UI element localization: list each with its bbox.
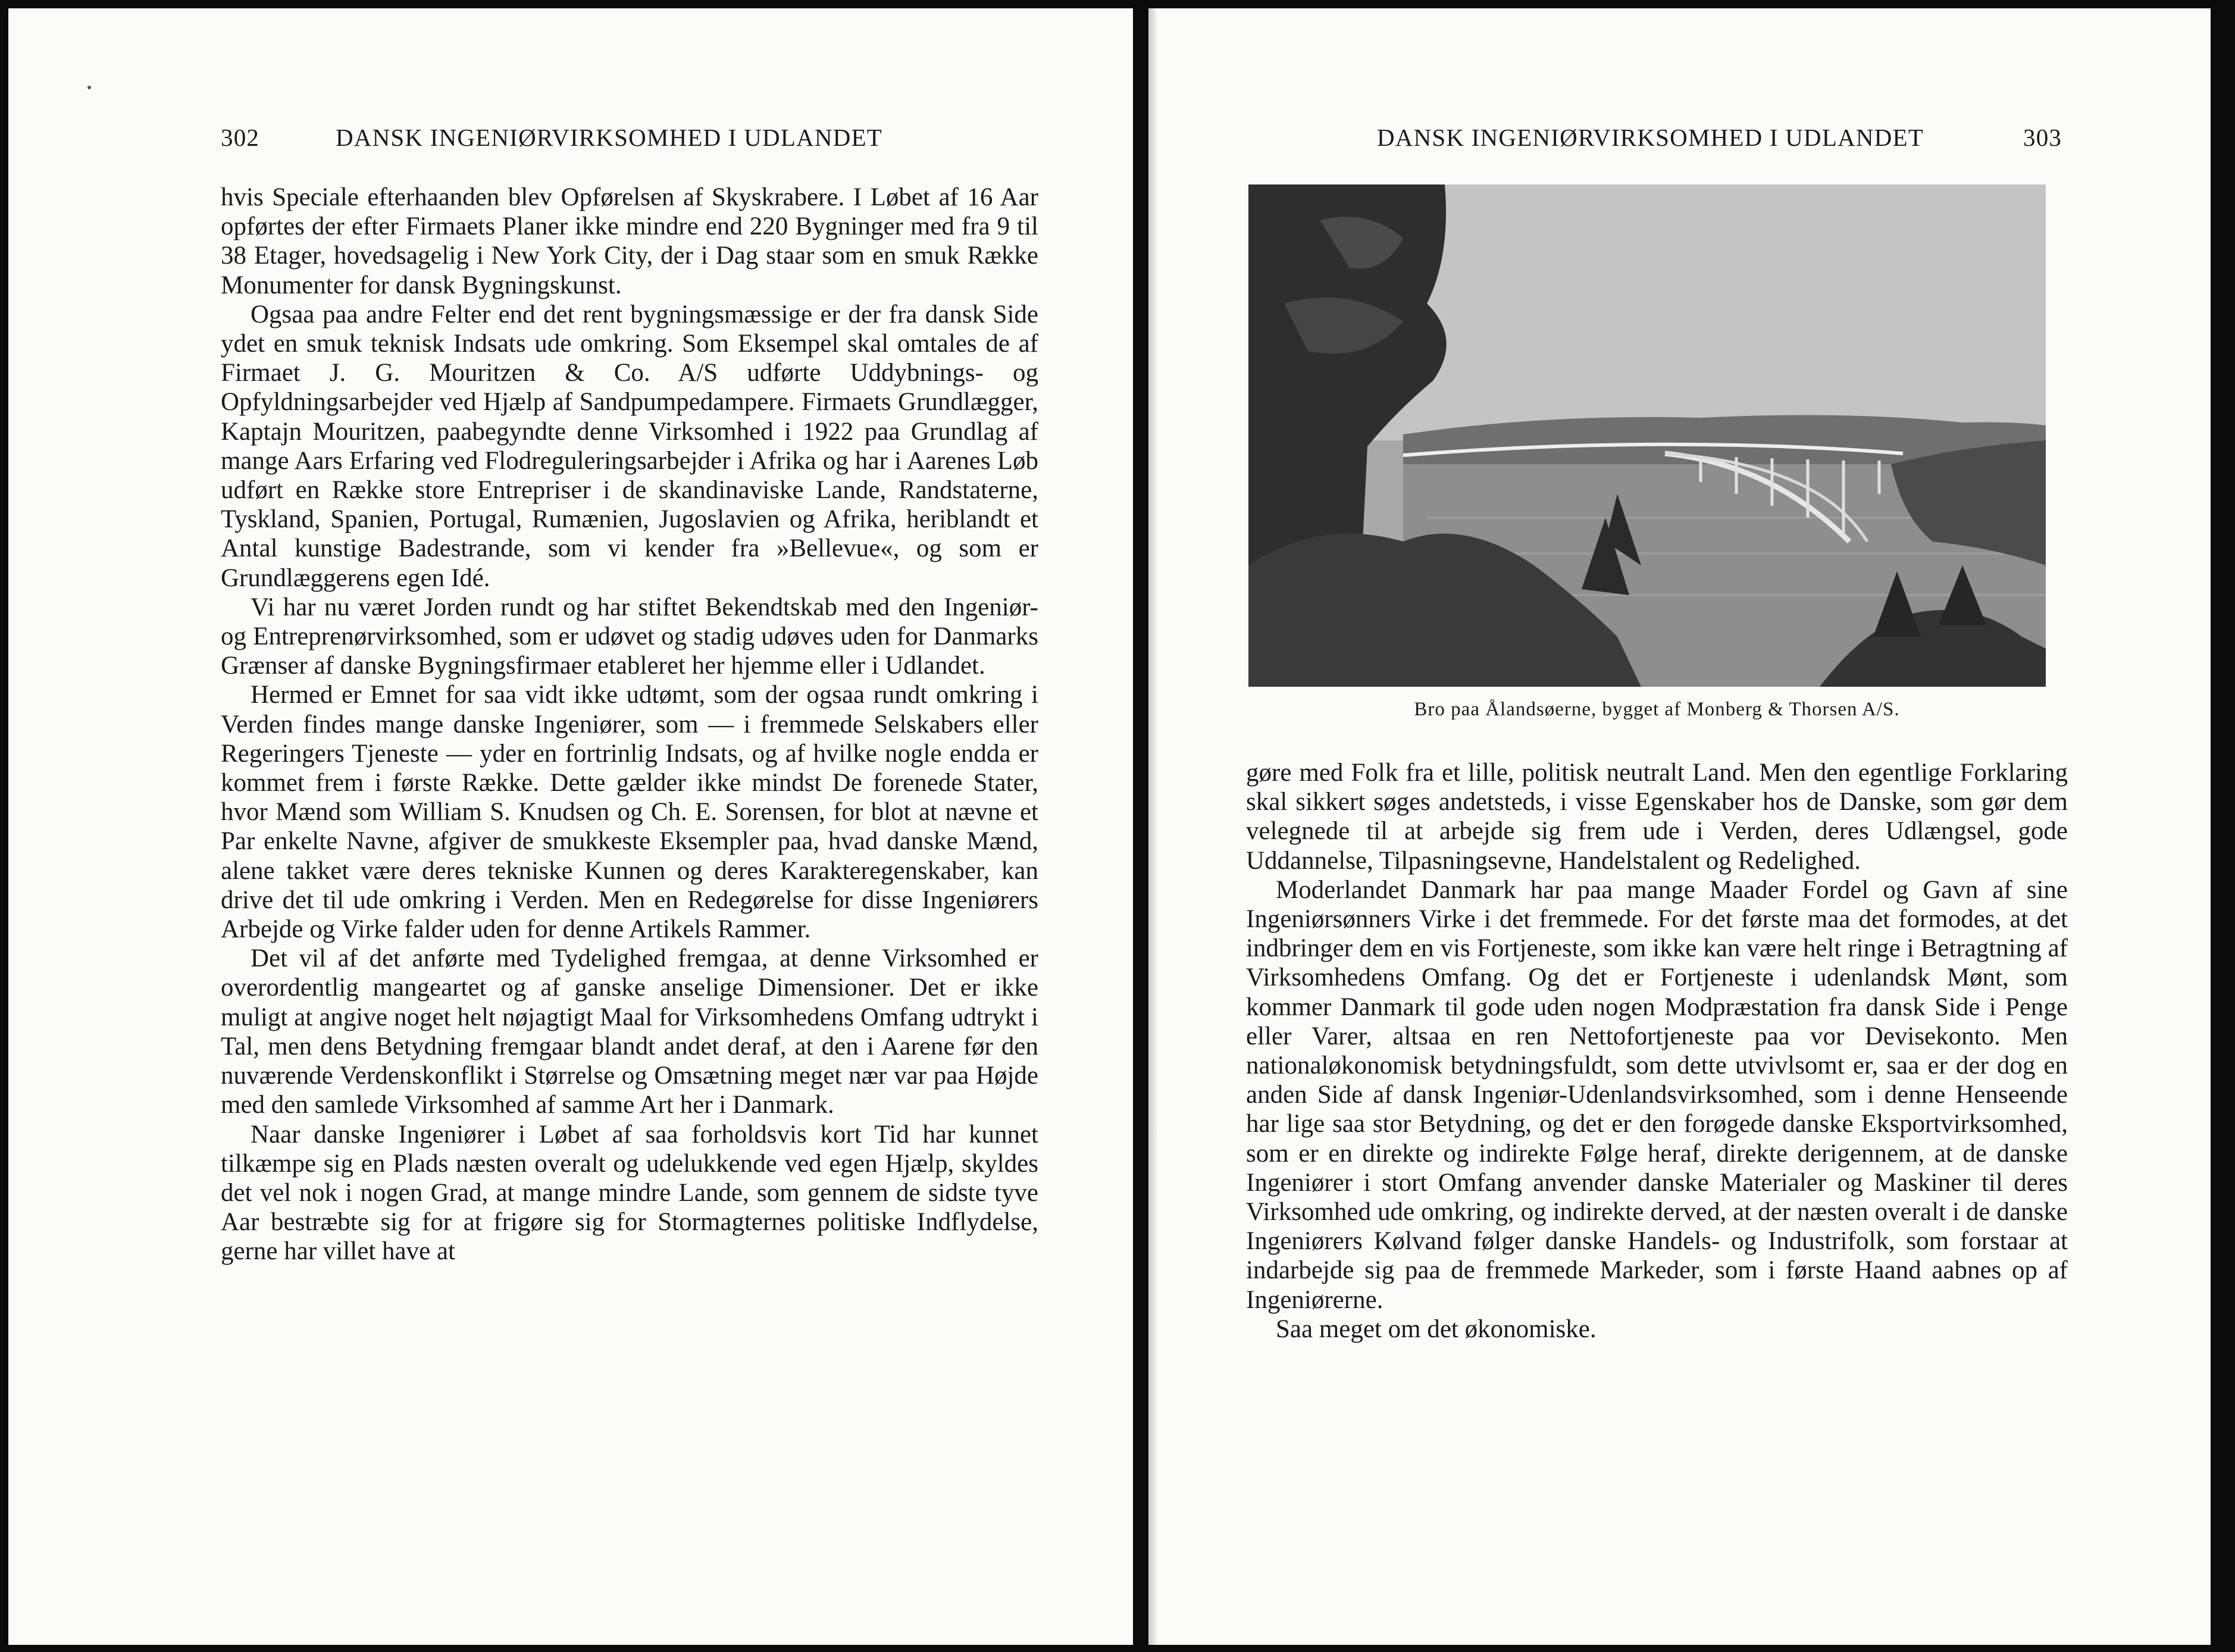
left-running-head: DANSK INGENIØRVIRKSOMHED I UDLANDET [336, 124, 883, 151]
bridge-photograph [1248, 184, 2046, 687]
right-running-head: DANSK INGENIØRVIRKSOMHED I UDLANDET [1377, 124, 1924, 151]
gutter-shadow [1148, 8, 1158, 1645]
paragraph: Moderlandet Danmark har paa mange Maader Fordel og Gavn af sine Ingeniørsønners Virke i det fremmede. For det første maa det formodes, at det indbringer dem en vis Fortjeneste, som ikke kan være helt ringe i Betragtning af Virksomhedens Omfang. Og det er Fortjeneste i udenlandsk Mønt, som kommer Danmark til gode uden nogen Modpræstation fra dansk Side i Penge eller Varer, altsaa en ren Nettofortjeneste paa vor Devisekonto. Men nationaløkonomisk betydningsfuldt, som dette utvivlsomt er, saa er der dog en anden Side af dansk Ingeniør-Udenlandsvirksomhed, som i denne Henseende har lige saa stor Betydning, og det er den forøgede danske Eksportvirksomhed, som er en direkte og indirekte Følge heraf, direkte derigennem, at de danske Ingeniører i stort Omfang anvender danske Materialer og Maskiner til deres Virksomhed ude omkring, og indirekte derved, at der næsten overalt i de danske Ingeniørers Kølvand følger danske Handels- og Industrifolk, som forstaar at indarbejde sig paa de fremmede Markeder, som i første Haand aabnes op af Ingeniørerne. [1246, 875, 2068, 1314]
paragraph: Det vil af det anførte med Tydelighed fremgaa, at denne Virksomhed er overordentlig mangeartet og af ganske anselige Dimensioner. Det er ikke muligt at angive noget helt nøjagtigt Maal for Virksomhedens Omfang udtrykt i Tal, men dens Betydning fremgaar blandt andet deraf, at den i Aarene før den nuværende Verdenskonflikt i Størrelse og Omsætning meget nær var paa Højde med den samlede Virksomhed af samme Art her i Danmark. [221, 944, 1038, 1119]
right-page [1148, 8, 2211, 1645]
left-body-text [221, 183, 1038, 1266]
paragraph: Naar danske Ingeniører i Løbet af saa forholdsvis kort Tid har kunnet tilkæmpe sig en Plads næsten overalt og udelukkende ved egen Hjælp, skyldes det vel nok i nogen Grad, at mange mindre Lande, som gennem de sidste tyve Aar bestræbte sig for at frigøre sig for Stormagternes politiske Indflydelse, gerne har villet have at [221, 1120, 1038, 1266]
paragraph: Saa meget om det økonomiske. [1276, 1315, 1597, 1343]
paragraph: Vi har nu været Jorden rundt og har stiftet Bekendtskab med den Ingeniør- og Entreprenørvirksomhed, som er udøvet og stadig udøves uden for Danmarks Grænser af danske Bygningsfirmaer etableret her hjemme eller i Udlandet. [221, 593, 1038, 680]
left-page-number: 302 [221, 124, 260, 151]
figure-caption: Bro paa Ålandsøerne, bygget af Monberg & Thorsen A/S. [1414, 699, 1900, 720]
left-page [8, 8, 1133, 1645]
paragraph: Hermed er Emnet for saa vidt ikke udtømt, som der ogsaa rundt omkring i Verden findes mange danske Ingeniører, som — i fremmede Selskabers eller Regeringers Tjeneste — yder en fortrinlig Indsats, og af hvilke nogle endda er kommet frem i første Række. Dette gælder ikke mindst De forenede Stater, hvor Mænd som William S. Knudsen og Ch. E. Sorensen, for blot at nævne et Par enkelte Navne, afgiver de smukkeste Eksempler paa, hvad danske Mænd, alene takket være deres tekniske Kunnen og deres Karakteregenskaber, kan drive det til ude omkring i Verden. Men en Redegørelse for disse Ingeniørers Arbejde og Virke falder uden for denne Artikels Rammer. [221, 681, 1038, 944]
page-mark [87, 86, 91, 89]
paragraph: gøre med Folk fra et lille, politisk neutralt Land. Men den egentlige Forklaring skal sikkert søges andetsteds, i visse Egenskaber hos de Danske, som gør dem velegnede til at arbejde sig frem ude i Verden, deres Udlængsel, gode Uddannelse, Tilpasningsevne, Handelstalent og Redelighed. [1246, 759, 2068, 875]
paragraph: hvis Speciale efterhaanden blev Opførelsen af Skyskrabere. I Løbet af 16 Aar opførtes der efter Firmaets Planer ikke mindre end 220 Bygninger med fra 9 til 38 Etager, hovedsagelig i New York City, der i Dag staar som en smuk Række Monumenter for dansk Bygningskunst. [221, 183, 1038, 299]
right-page-number: 303 [2023, 124, 2062, 151]
right-body-text [1246, 758, 2068, 1344]
paragraph: Ogsaa paa andre Felter end det rent bygningsmæssige er der fra dansk Side ydet en smuk teknisk Indsats ude omkring. Som Eksempel skal omtales de af Firmaet J. G. Mouritzen & Co. A/S udførte Uddybnings- og Opfyldningsarbejder ved Hjælp af Sandpumpedampere. Firmaets Grundlægger, Kaptajn Mouritzen, paabegyndte denne Virksomhed i 1922 paa Grundlag af mange Aars Erfaring ved Flodreguleringsarbejder i Afrika og har i Aarenes Løb udført en Række store Entrepriser i de skandinaviske Lande, Randstaterne, Tyskland, Spanien, Portugal, Rumænien, Jugoslavien og Afrika, heriblandt et Antal kunstige Badestrande, som vi kender fra »Bellevue«, og som er Grundlæggerens egen Idé. [221, 300, 1038, 592]
